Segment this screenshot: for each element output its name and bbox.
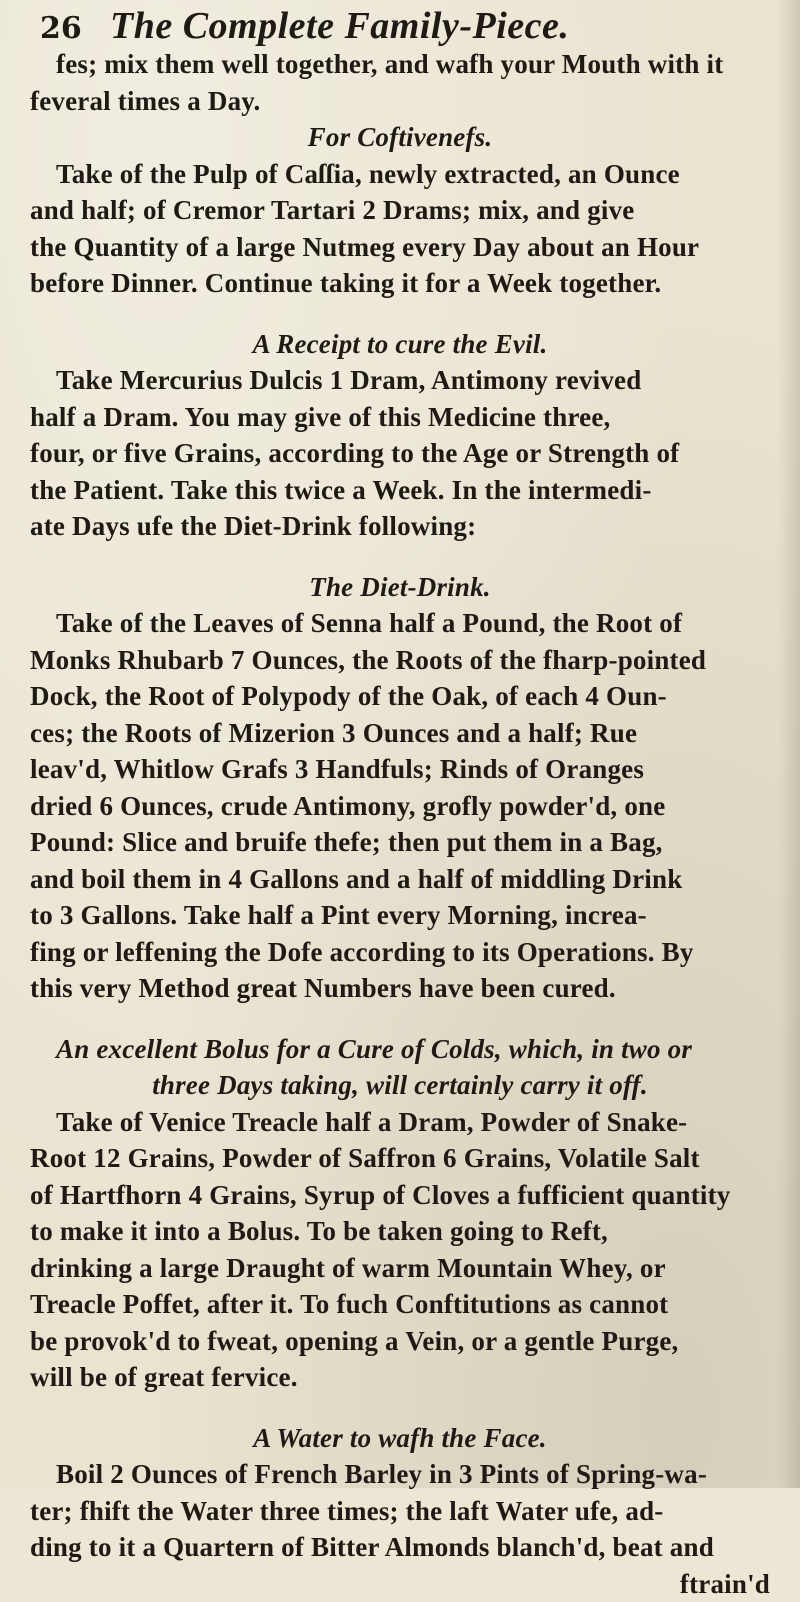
text-line: Pound: Slice and bruife thefe; then put them in a Bag,: [30, 824, 770, 861]
section-heading-costiveness: For Coftivenefs.: [30, 119, 770, 156]
text-line: ding to it a Quartern of Bitter Almonds blanch'd, beat and: [30, 1529, 770, 1566]
text-line: Treacle Poffet, after it. To fuch Conftitutions as cannot: [30, 1286, 770, 1323]
text-line: to 3 Gallons. Take half a Pint every Morning, increa-: [30, 897, 770, 934]
page-text: [30, 46, 770, 1602]
text-line: the Patient. Take this twice a Week. In the intermedi-: [30, 472, 770, 509]
text-line: four, or five Grains, according to the Age or Strength of: [30, 435, 770, 472]
page-number: 26: [40, 11, 110, 46]
text-line: ces; the Roots of Mizerion 3 Ounces and a half; Rue: [30, 715, 770, 752]
running-head: [40, 4, 780, 44]
text-line: Dock, the Root of Polypody of the Oak, of each 4 Oun-: [30, 678, 770, 715]
text-line: Root 12 Grains, Powder of Saffron 6 Grains, Volatile Salt: [30, 1140, 770, 1177]
text-line: Monks Rhubarb 7 Ounces, the Roots of the fharp-pointed: [30, 642, 770, 679]
text-line: before Dinner. Continue taking it for a Week together.: [30, 265, 770, 302]
text-line: and boil them in 4 Gallons and a half of middling Drink: [30, 861, 770, 898]
section-heading-bolus: An excellent Bolus for a Cure of Colds, which, in two or: [30, 1031, 770, 1068]
section-heading-water: A Water to wafh the Face.: [30, 1420, 770, 1457]
running-title: The Complete Family-Piece.: [110, 4, 569, 48]
text-line: Take Mercurius Dulcis 1 Dram, Antimony revived: [30, 362, 770, 399]
text-line: this very Method great Numbers have been cured.: [30, 970, 770, 1007]
text-line: Take of the Leaves of Senna half a Pound, the Root of: [30, 605, 770, 642]
text-line: drinking a large Draught of warm Mountain Whey, or: [30, 1250, 770, 1287]
section-heading-bolus-cont: three Days taking, will certainly carry it off.: [30, 1067, 770, 1104]
text-line: of Hartfhorn 4 Grains, Syrup of Cloves a fufficient quantity: [30, 1177, 770, 1214]
text-line: the Quantity of a large Nutmeg every Day about an Hour: [30, 229, 770, 266]
section-heading-diet-drink: The Diet-Drink.: [30, 569, 770, 606]
text-line: fing or leffening the Dofe according to its Operations. By: [30, 934, 770, 971]
text-line: dried 6 Ounces, crude Antimony, grofly powder'd, one: [30, 788, 770, 825]
text-line: Take of the Pulp of Caſſia, newly extracted, an Ounce: [30, 156, 770, 193]
text-line: be provok'd to fweat, opening a Vein, or a gentle Purge,: [30, 1323, 770, 1360]
text-line: leav'd, Whitlow Grafs 3 Handfuls; Rinds of Oranges: [30, 751, 770, 788]
section-heading-receipt: A Receipt to cure the Evil.: [30, 326, 770, 363]
text-line: to make it into a Bolus. To be taken going to Reft,: [30, 1213, 770, 1250]
text-line: ter; fhift the Water three times; the laft Water ufe, ad-: [30, 1493, 770, 1530]
text-line: and half; of Cremor Tartari 2 Drams; mix, and give: [30, 192, 770, 229]
text-line: Boil 2 Ounces of French Barley in 3 Pints of Spring-wa-: [30, 1456, 770, 1493]
text-line: half a Dram. You may give of this Medicine three,: [30, 399, 770, 436]
text-line: will be of great fervice.: [30, 1359, 770, 1396]
text-line: Take of Venice Treacle half a Dram, Powder of Snake-: [30, 1104, 770, 1141]
text-line: ftrain'd: [30, 1566, 770, 1602]
text-line: feveral times a Day.: [30, 83, 770, 120]
text-line: fes; mix them well together, and wafh your Mouth with it: [30, 46, 770, 83]
page-edge-shadow: [778, 0, 800, 1488]
text-line: ate Days ufe the Diet-Drink following:: [30, 508, 770, 545]
